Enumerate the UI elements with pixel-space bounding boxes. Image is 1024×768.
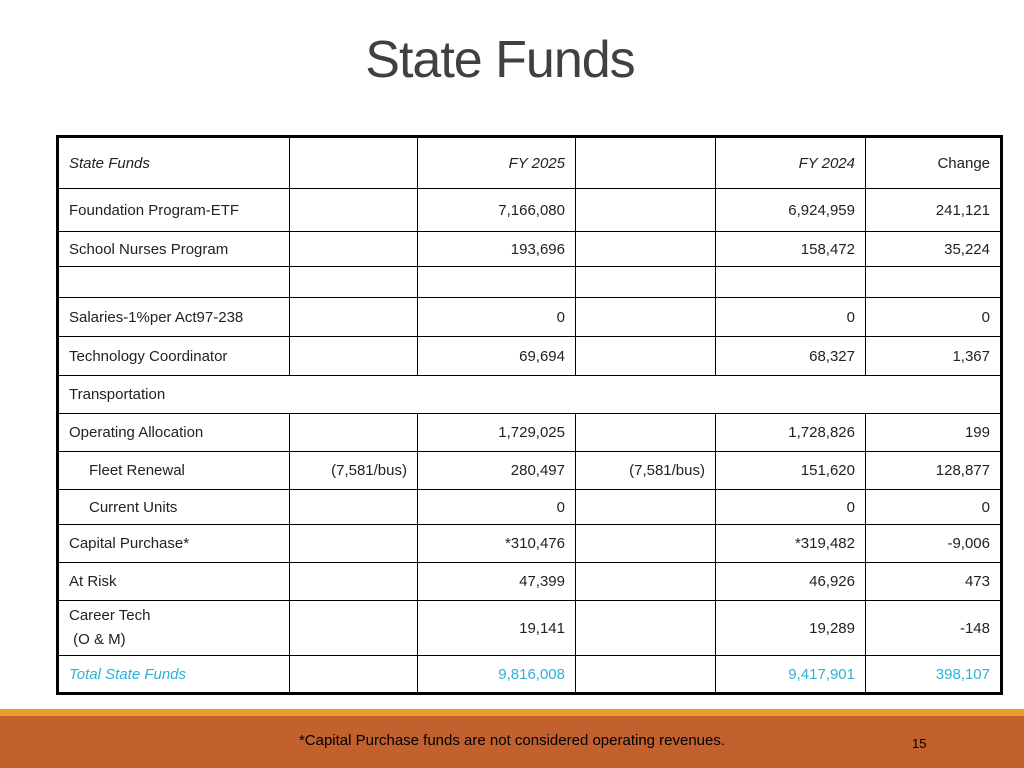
cell-fy2025: 7,166,080: [418, 189, 576, 232]
row-label: [58, 601, 290, 656]
cell-fy2024: 19,289: [716, 601, 866, 656]
row-label: Technology Coordinator: [58, 337, 290, 376]
total-fy2024: 9,417,901: [716, 656, 866, 694]
cell-note-2024: (7,581/bus): [576, 452, 716, 490]
empty-row: [58, 267, 1002, 298]
cell-change: 241,121: [866, 189, 1002, 232]
cell-note-2025: (7,581/bus): [290, 452, 418, 490]
header-empty-2: [576, 137, 716, 189]
cell-fy2024: 151,620: [716, 452, 866, 490]
row-label: At Risk: [58, 563, 290, 601]
header-fy2025: FY 2025: [418, 137, 576, 189]
table-row: [58, 337, 1002, 376]
cell-fy2024: 6,924,959: [716, 189, 866, 232]
row-label: Capital Purchase*: [58, 525, 290, 563]
row-label: Fleet Renewal: [58, 452, 290, 490]
table-row: [58, 490, 1002, 525]
section-row-transportation: [58, 376, 1002, 414]
cell-fy2025: 19,141: [418, 601, 576, 656]
cell-change: -148: [866, 601, 1002, 656]
row-label: Current Units: [58, 490, 290, 525]
page-number: 15: [912, 736, 927, 751]
table-row: [58, 525, 1002, 563]
cell-fy2024: 46,926: [716, 563, 866, 601]
table-row: [58, 298, 1002, 337]
cell-fy2024: 1,728,826: [716, 414, 866, 452]
cell-change: 199: [866, 414, 1002, 452]
cell-fy2025: 280,497: [418, 452, 576, 490]
cell-fy2025: 69,694: [418, 337, 576, 376]
page-title: State Funds: [365, 31, 635, 89]
cell-change: -9,006: [866, 525, 1002, 563]
row-label: Salaries-1%per Act97-238: [58, 298, 290, 337]
row-label: Foundation Program-ETF: [58, 189, 290, 232]
cell-change: 35,224: [866, 232, 1002, 267]
cell-fy2024: 0: [716, 298, 866, 337]
total-row: [58, 656, 1002, 694]
cell-fy2024: 0: [716, 490, 866, 525]
table-row: [58, 601, 1002, 656]
total-change: 398,107: [866, 656, 1002, 694]
header-state-funds: State Funds: [58, 137, 290, 189]
table-row: [58, 563, 1002, 601]
cell-fy2025: 47,399: [418, 563, 576, 601]
row-label-line1: Career Tech: [69, 607, 151, 624]
row-label: Operating Allocation: [58, 414, 290, 452]
cell-change: 1,367: [866, 337, 1002, 376]
cell-fy2024: 158,472: [716, 232, 866, 267]
cell-fy2024: *319,482: [716, 525, 866, 563]
header-fy2024: FY 2024: [716, 137, 866, 189]
cell-change: 0: [866, 298, 1002, 337]
cell-change: 0: [866, 490, 1002, 525]
header-change: Change: [866, 137, 1002, 189]
cell-change: 473: [866, 563, 1002, 601]
cell-fy2025: 0: [418, 490, 576, 525]
cell-fy2025: 1,729,025: [418, 414, 576, 452]
table-row: [58, 414, 1002, 452]
table-row: [58, 232, 1002, 267]
footnote: *Capital Purchase funds are not considered operating revenues.: [298, 732, 726, 749]
header-empty-1: [290, 137, 418, 189]
table-row: [58, 452, 1002, 490]
accent-strip: [0, 709, 1024, 716]
table-header-row: [58, 137, 1002, 189]
cell-fy2024: 68,327: [716, 337, 866, 376]
total-fy2025: 9,816,008: [418, 656, 576, 694]
row-label: School Nurses Program: [58, 232, 290, 267]
cell-fy2025: 0: [418, 298, 576, 337]
cell-fy2025: 193,696: [418, 232, 576, 267]
section-label: Transportation: [58, 376, 1002, 414]
total-label: Total State Funds: [58, 656, 290, 694]
table-row: [58, 189, 1002, 232]
state-funds-table: [56, 135, 1003, 695]
cell-change: 128,877: [866, 452, 1002, 490]
cell-fy2025: *310,476: [418, 525, 576, 563]
row-label-line2: (O & M): [69, 631, 126, 648]
